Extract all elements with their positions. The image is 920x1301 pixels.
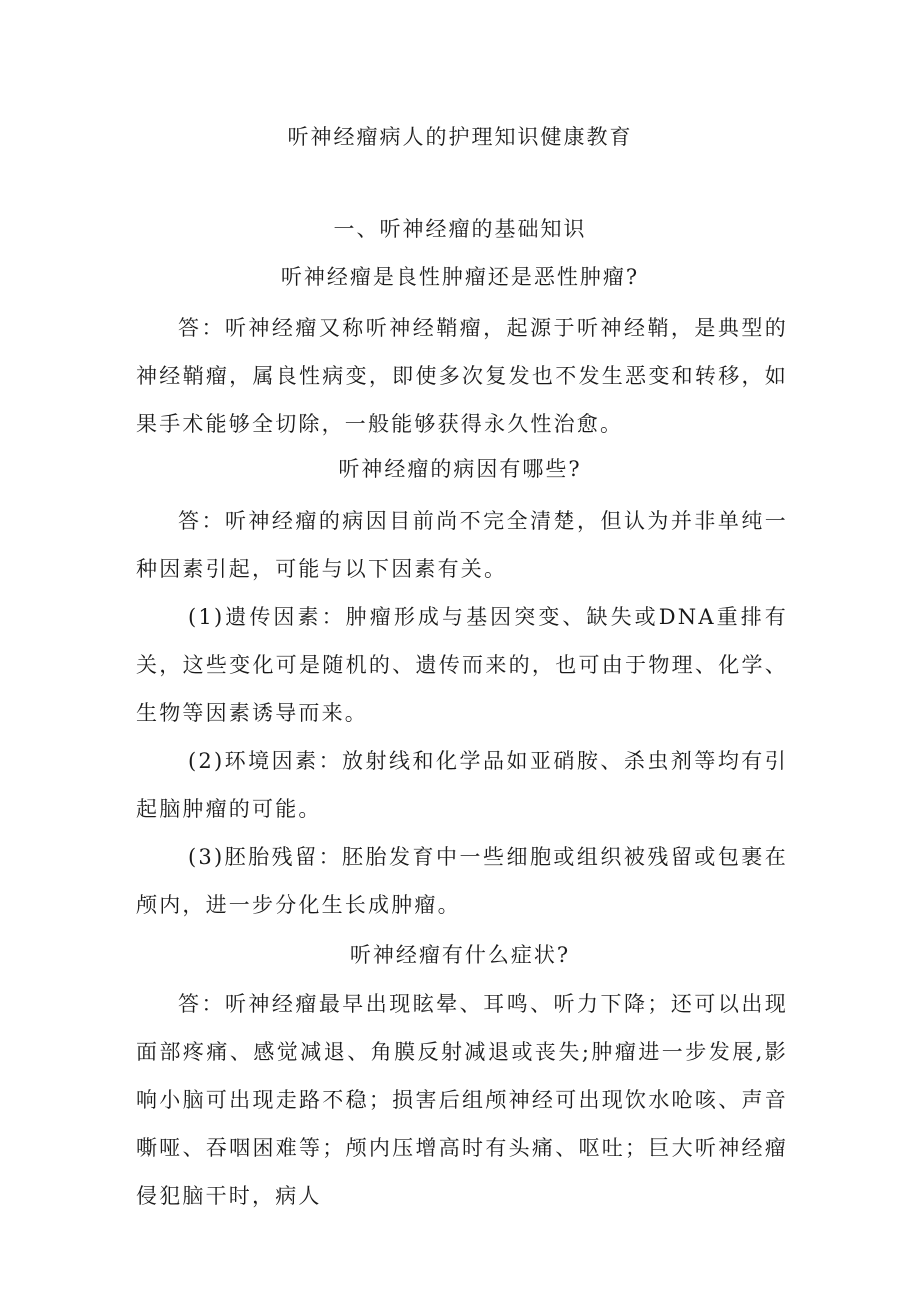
question-symptoms: 听神经瘤有什么症状? [349, 943, 571, 967]
answer-causes: 答：听神经瘤的病因目前尚不完全清楚，但认为并非单纯一种因素引起，可能与以下因素有关。 [136, 509, 788, 581]
cause-item-genetic: (1)遗传因素：肿瘤形成与基因突变、缺失或DNA重排有关，这些变化可是随机的、遗传而来的，也可由于物理、化学、生物等因素诱导而来。 [136, 605, 788, 725]
answer-benign-or-malignant: 答：听神经瘤又称听神经鞘瘤，起源于听神经鞘，是典型的神经鞘瘤，属良性病变，即使多次复发也不发生恶变和转移，如果手术能够全切除，一般能够获得永久性治愈。 [136, 316, 788, 436]
answer-symptoms: 答：听神经瘤最早出现眩晕、耳鸣、听力下降；还可以出现面部疼痛、感觉减退、角膜反射减退或丧失;肿瘤进一步发展,影响小脑可出现走路不稳；损害后组颅神经可出现饮水呛咳、声音嘶哑、吞咽困难等；颅内压增高时有头痛、呕吐；巨大听神经瘤侵犯脑干时，病人 [136, 992, 788, 1208]
document-title: 听神经瘤病人的护理知识健康教育 [287, 125, 633, 149]
cause-item-embryonic: (3)胚胎残留：胚胎发育中一些细胞或组织被残留或包裹在颅内，进一步分化生长成肿瘤。 [136, 845, 788, 917]
question-causes: 听神经瘤的病因有哪些? [338, 457, 582, 481]
cause-item-environment: (2)环境因素：放射线和化学品如亚硝胺、杀虫剂等均有引起脑肿瘤的可能。 [136, 749, 788, 821]
question-benign-or-malignant: 听神经瘤是良性肿瘤还是恶性肿瘤? [280, 265, 640, 289]
section-heading: 一、听神经瘤的基础知识 [333, 217, 587, 241]
